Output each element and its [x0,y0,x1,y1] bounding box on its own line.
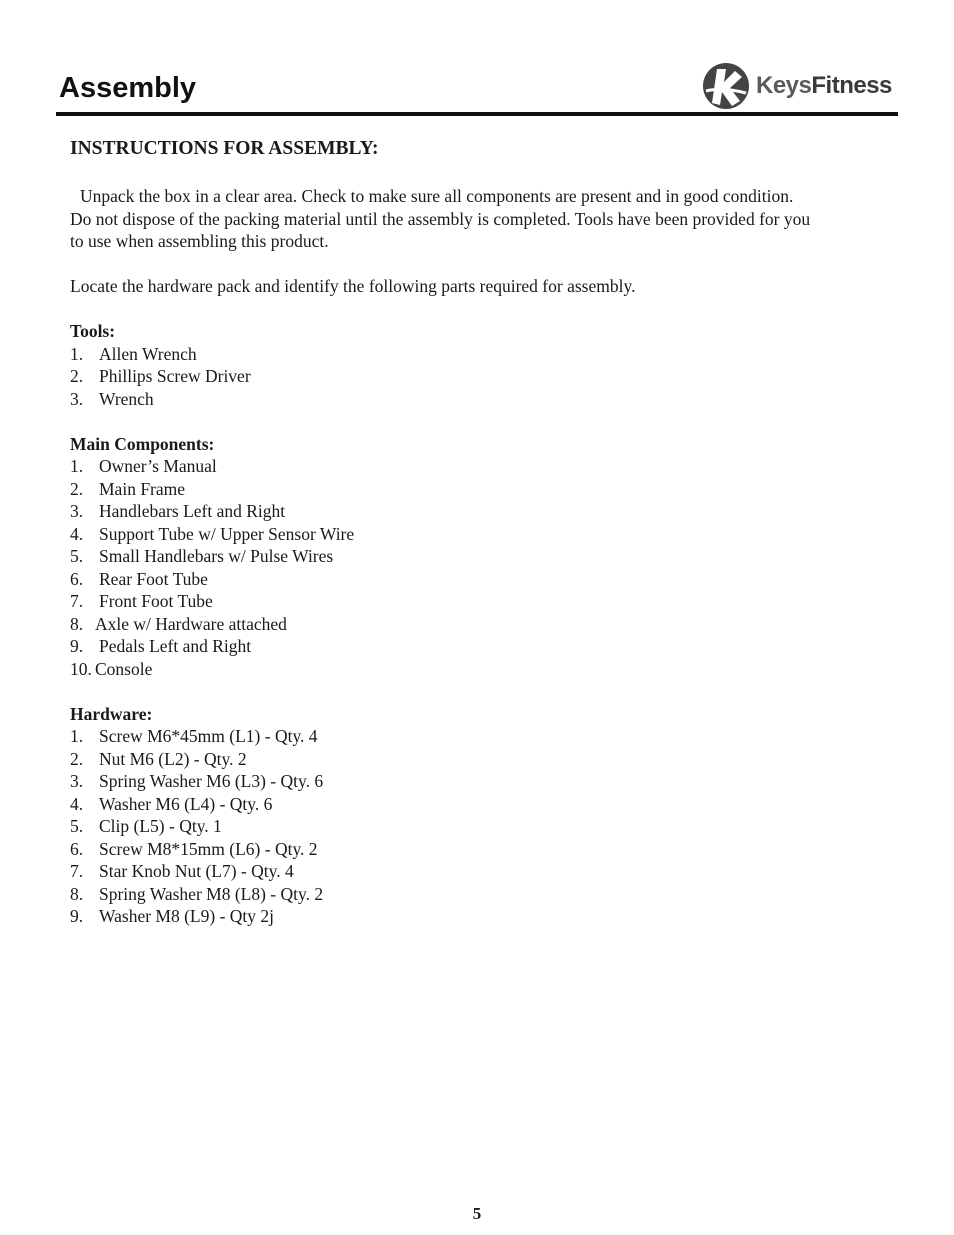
item-number: 2. [70,366,84,386]
item-number: 4. [70,793,84,814]
item-text: Spring Washer M6 (L3) - Qty. 6 [99,771,324,791]
tools-list [70,343,890,411]
item-text: Main Frame [99,478,186,499]
main-components-list [70,455,890,680]
locate-paragraph: Locate the hardware pack and identify the following parts required for assembly. [70,276,636,296]
item-number: 8. [70,613,84,634]
item-number: 7. [70,591,84,611]
item-number: 3. [70,388,84,409]
item-number: 3. [70,771,84,791]
brand-name-bold: Fitness [811,72,892,99]
item-text: Nut M6 (L2) - Qty. 2 [99,748,247,769]
item-text: Console [95,658,153,679]
item-number: 2. [70,748,84,769]
list-item [70,568,890,591]
item-text: Wrench [99,388,154,409]
item-text: Allen Wrench [99,343,197,364]
brand-name [756,72,892,100]
item-text: Spring Washer M8 (L8) - Qty. 2 [99,883,324,904]
main-content [70,136,890,928]
item-number: 6. [70,568,84,589]
item-text: Handlebars Left and Right [99,501,286,521]
item-text: Support Tube w/ Upper Sensor Wire [99,523,355,544]
intro-line-1: Unpack the box in a clear area. Check to make sure all components are present and in good condition. [80,186,794,206]
list-item [70,613,890,636]
list-item [70,725,890,748]
keys-fitness-emblem-icon [702,61,750,111]
item-text: Star Knob Nut (L7) - Qty. 4 [99,861,294,881]
main-components-heading: Main Components: [70,433,215,454]
item-number: 8. [70,883,84,904]
item-text: Rear Foot Tube [99,568,208,589]
item-text: Clip (L5) - Qty. 1 [99,816,222,836]
item-number: 5. [70,816,84,836]
list-item [70,860,890,883]
page-title: Assembly [59,72,197,104]
list-item [70,658,890,681]
item-text: Small Handlebars w/ Pulse Wires [99,546,334,566]
intro-line-2: Do not dispose of the packing material until the assembly is completed. Tools have been provided for you [70,208,811,229]
list-item [70,478,890,501]
list-item [70,748,890,771]
item-number: 10. [70,658,92,679]
list-item [70,523,890,546]
list-item [70,545,890,568]
tools-heading: Tools: [70,321,116,341]
item-number: 7. [70,861,84,881]
item-text: Pedals Left and Right [99,636,252,656]
item-text: Axle w/ Hardware attached [95,613,287,634]
item-number: 9. [70,906,84,926]
item-text: Washer M8 (L9) - Qty 2j [99,906,275,926]
item-text: Phillips Screw Driver [99,366,251,386]
brand-name-light: Keys [756,72,812,99]
list-item [70,905,890,928]
list-item [70,793,890,816]
list-item [70,838,890,861]
header-divider [56,112,898,116]
section-title: INSTRUCTIONS FOR ASSEMBLY: [70,138,379,159]
list-item [70,635,890,658]
item-text: Screw M6*45mm (L1) - Qty. 4 [99,726,318,746]
item-text: Washer M6 (L4) - Qty. 6 [99,793,273,814]
item-number: 2. [70,478,84,499]
list-item [70,883,890,906]
item-number: 4. [70,523,84,544]
page-number: 5 [472,1204,482,1223]
brand-logo [702,60,892,112]
item-text: Front Foot Tube [99,591,213,611]
intro-paragraph [70,185,890,253]
item-number: 9. [70,636,84,656]
item-number: 5. [70,546,84,566]
list-item [70,388,890,411]
list-item [70,590,890,613]
item-text: Owner’s Manual [99,456,217,476]
list-item [70,455,890,478]
item-text: Screw M8*15mm (L6) - Qty. 2 [99,838,318,859]
list-item [70,500,890,523]
item-number: 3. [70,501,84,521]
list-item [70,343,890,366]
list-item [70,365,890,388]
item-number: 1. [70,726,84,746]
hardware-heading: Hardware: [70,703,153,724]
list-item [70,815,890,838]
item-number: 6. [70,838,84,859]
item-number: 1. [70,456,84,476]
hardware-list [70,725,890,928]
list-item [70,770,890,793]
item-number: 1. [70,343,84,364]
intro-line-3: to use when assembling this product. [70,231,329,251]
